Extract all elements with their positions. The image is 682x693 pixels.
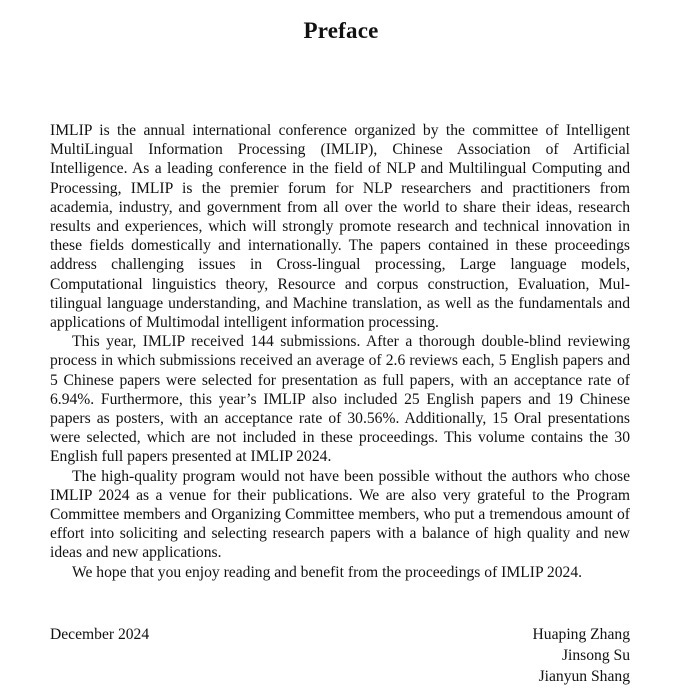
paragraph-intro: IMLIP is the annual international conference organized by the committee of Intelligent MultiLingual Information Processing (IMLIP), Chinese Association of Artificial Intelligence. As a leading conference in the field of NLP and Multilingual Computing and Processing, IMLIP is the premier forum for NLP researchers and practitioners from academia, industry, and government from all over the world to share their ideas, research results and experiences, which will strongly promote research and technical innovation in these fields domestically and internationally. The papers contained in these proceedings address challenging issues in Cross-lingual processing, Large language models, Computational linguistics theory, Resource and corpus construction, Evaluation, Multilingual language understanding, and Machine translation, as well as the fundamentals and applications of Multimodal intelligent information processing. (50, 122, 630, 332)
paragraph-acknowledgements: The high-quality program would not have been possible without the authors who chose IMLIP 2024 as a venue for their publications. We are also very grateful to the Program Committee members and Organizing Committee members, who put a tremendous amount of effort into soliciting and selecting research papers with a balance of high quality and new ideas and new applications. (50, 467, 630, 562)
signatory-name: Jinsong Su (561, 647, 630, 664)
page-title: Preface (303, 18, 379, 43)
paragraph-submissions: This year, IMLIP received 144 submissions. After a thorough double-blind reviewing process in which submissions received an average of 2.6 reviews each, 5 English papers and 5 Chinese papers were selected for presentation as full papers, with an acceptance rate of 6.94%. Furthermore, this year’s IMLIP also included 25 English papers and 19 Chinese papers as posters, with an acceptance rate of 30.56%. Additionally, 15 Oral presentations were selected, which are not included in these proceedings. This volume contains the 30 English full papers presented at IMLIP 2024. (50, 333, 630, 466)
paragraph-closing: We hope that you enjoy reading and benefit from the proceedings of IMLIP 2024. (72, 563, 583, 581)
preface-date: December 2024 (50, 626, 150, 643)
preface-body (50, 121, 630, 582)
signatory-name: Huaping Zhang (532, 626, 630, 643)
signatory-name: Jianyun Shang (538, 668, 630, 685)
signature-block (533, 624, 630, 687)
